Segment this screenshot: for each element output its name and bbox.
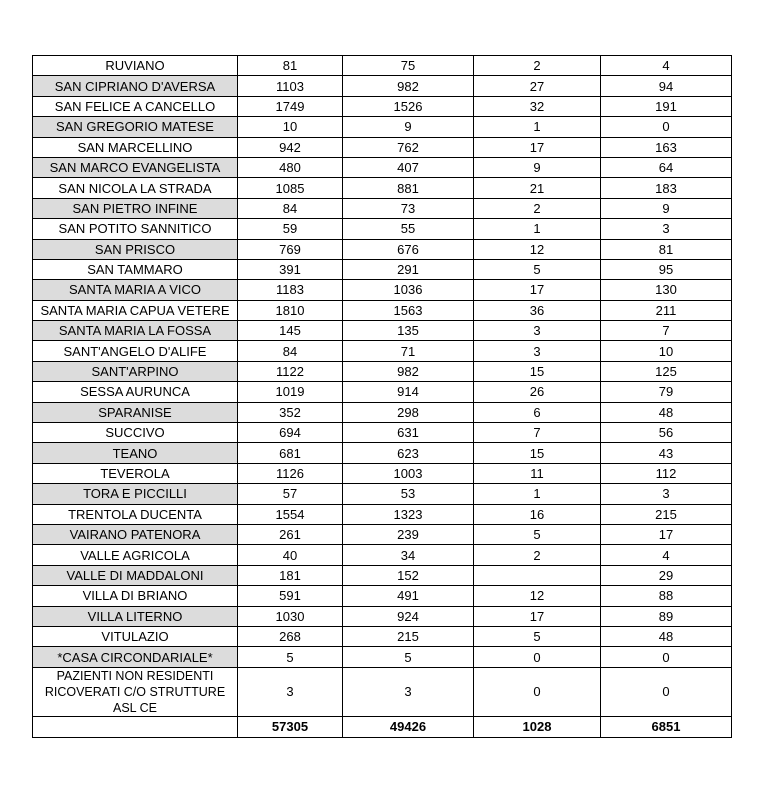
table-row <box>33 647 732 667</box>
table-row <box>33 219 732 239</box>
municipality-cell: VALLE DI MADDALONI <box>33 565 238 585</box>
value-col1-cell: 268 <box>238 626 343 646</box>
municipality-cell: SESSA AURUNCA <box>33 382 238 402</box>
value-col3-cell: 1 <box>474 117 601 137</box>
table-row <box>33 586 732 606</box>
municipality-cell: VITULAZIO <box>33 626 238 646</box>
value-col4-cell: 0 <box>601 647 732 667</box>
municipality-cell: TRENTOLA DUCENTA <box>33 504 238 524</box>
value-col3-cell: 3 <box>474 321 601 341</box>
value-col1-cell: 1085 <box>238 178 343 198</box>
value-col2-cell: 53 <box>343 484 474 504</box>
value-col2-cell: 135 <box>343 321 474 341</box>
value-col4-cell: 43 <box>601 443 732 463</box>
value-col3-cell: 9 <box>474 157 601 177</box>
value-col2-cell: 291 <box>343 259 474 279</box>
value-col1-cell: 145 <box>238 321 343 341</box>
value-col3-cell: 1 <box>474 484 601 504</box>
value-col3-cell: 5 <box>474 259 601 279</box>
value-col1-cell: 681 <box>238 443 343 463</box>
municipality-cell: TORA E PICCILLI <box>33 484 238 504</box>
value-col1-cell: 391 <box>238 259 343 279</box>
table-row <box>33 96 732 116</box>
table-row <box>33 137 732 157</box>
value-col3-cell: 17 <box>474 137 601 157</box>
value-col3-cell: 2 <box>474 545 601 565</box>
value-col3-cell: 0 <box>474 667 601 716</box>
data-table <box>32 55 732 738</box>
value-col3-cell: 0 <box>474 647 601 667</box>
value-col3-cell: 17 <box>474 280 601 300</box>
municipality-cell: VAIRANO PATENORA <box>33 524 238 544</box>
value-col1-cell: 10 <box>238 117 343 137</box>
value-col2-cell: 1526 <box>343 96 474 116</box>
value-col3-cell: 21 <box>474 178 601 198</box>
value-col4-cell: 9 <box>601 198 732 218</box>
value-col3-cell: 26 <box>474 382 601 402</box>
value-col1-cell: 84 <box>238 341 343 361</box>
value-col1-cell: 769 <box>238 239 343 259</box>
value-col2-cell: 75 <box>343 56 474 76</box>
value-col2-cell: 982 <box>343 76 474 96</box>
value-col3-cell: 12 <box>474 239 601 259</box>
value-col4-cell: 29 <box>601 565 732 585</box>
value-col4-cell: 94 <box>601 76 732 96</box>
table-row <box>33 56 732 76</box>
value-col4-cell: 81 <box>601 239 732 259</box>
value-col1-cell: 81 <box>238 56 343 76</box>
value-col4-cell: 112 <box>601 463 732 483</box>
table-row <box>33 626 732 646</box>
value-col2-cell: 298 <box>343 402 474 422</box>
value-col1-cell: 1103 <box>238 76 343 96</box>
municipality-cell: SANTA MARIA CAPUA VETERE <box>33 300 238 320</box>
municipality-cell: SAN PRISCO <box>33 239 238 259</box>
municipality-cell: SUCCIVO <box>33 423 238 443</box>
value-col1-cell: 1030 <box>238 606 343 626</box>
table-body <box>33 56 732 738</box>
table-row <box>33 463 732 483</box>
value-col3-cell: 2 <box>474 56 601 76</box>
value-col2-cell: 71 <box>343 341 474 361</box>
table-row <box>33 239 732 259</box>
table-row <box>33 280 732 300</box>
value-col4-cell: 3 <box>601 219 732 239</box>
value-col1-cell: 57 <box>238 484 343 504</box>
table-row <box>33 402 732 422</box>
value-col2-cell: 73 <box>343 198 474 218</box>
municipality-cell: SAN MARCELLINO <box>33 137 238 157</box>
value-col4-cell: 7 <box>601 321 732 341</box>
value-col2-cell: 407 <box>343 157 474 177</box>
value-col1-cell: 480 <box>238 157 343 177</box>
table-row <box>33 504 732 524</box>
value-col1-cell: 59 <box>238 219 343 239</box>
value-col4-cell: 211 <box>601 300 732 320</box>
value-col2-cell: 676 <box>343 239 474 259</box>
value-col2-cell: 914 <box>343 382 474 402</box>
table-row <box>33 157 732 177</box>
value-col4-cell: 183 <box>601 178 732 198</box>
value-col1-cell: 1810 <box>238 300 343 320</box>
value-col2-cell: 623 <box>343 443 474 463</box>
value-col4-cell: 0 <box>601 117 732 137</box>
value-col3-cell: 15 <box>474 443 601 463</box>
municipality-cell: TEVEROLA <box>33 463 238 483</box>
value-col3-cell: 12 <box>474 586 601 606</box>
value-col1-cell: 1122 <box>238 361 343 381</box>
value-col4-cell: 4 <box>601 56 732 76</box>
value-col4-cell: 17 <box>601 524 732 544</box>
municipality-cell: SANT'ANGELO D'ALIFE <box>33 341 238 361</box>
totals-row <box>33 716 732 737</box>
value-col1-cell: 3 <box>238 667 343 716</box>
value-col1-cell: 591 <box>238 586 343 606</box>
value-col3-cell <box>474 565 601 585</box>
table-row <box>33 341 732 361</box>
value-col1-cell: 5 <box>238 647 343 667</box>
value-col4-cell: 130 <box>601 280 732 300</box>
value-col1-cell: 1749 <box>238 96 343 116</box>
table-row <box>33 484 732 504</box>
value-col2-cell: 9 <box>343 117 474 137</box>
value-col2-cell: 1563 <box>343 300 474 320</box>
value-col2-cell: 3 <box>343 667 474 716</box>
value-col2-cell: 34 <box>343 545 474 565</box>
value-col4-cell: 215 <box>601 504 732 524</box>
value-col2-cell: 55 <box>343 219 474 239</box>
value-col2-cell: 881 <box>343 178 474 198</box>
table-row <box>33 178 732 198</box>
table-row <box>33 423 732 443</box>
value-col3-cell: 6 <box>474 402 601 422</box>
value-col4-cell: 88 <box>601 586 732 606</box>
value-col1-cell: 352 <box>238 402 343 422</box>
municipality-cell: PAZIENTI NON RESIDENTI RICOVERATI C/O STRUTTURE ASL CE <box>33 667 238 716</box>
value-col4-cell: 125 <box>601 361 732 381</box>
value-col1-cell: 1183 <box>238 280 343 300</box>
table-row <box>33 361 732 381</box>
value-col3-cell: 11 <box>474 463 601 483</box>
total-value-col1-cell: 57305 <box>238 716 343 737</box>
table-row <box>33 382 732 402</box>
table-row <box>33 300 732 320</box>
value-col3-cell: 2 <box>474 198 601 218</box>
value-col2-cell: 924 <box>343 606 474 626</box>
total-value-col2-cell: 49426 <box>343 716 474 737</box>
value-col3-cell: 17 <box>474 606 601 626</box>
municipality-cell: SANT'ARPINO <box>33 361 238 381</box>
value-col3-cell: 5 <box>474 524 601 544</box>
totals-label-cell <box>33 716 238 737</box>
value-col3-cell: 1 <box>474 219 601 239</box>
value-col3-cell: 7 <box>474 423 601 443</box>
value-col4-cell: 163 <box>601 137 732 157</box>
table-row <box>33 198 732 218</box>
value-col4-cell: 10 <box>601 341 732 361</box>
municipality-cell: SAN CIPRIANO D'AVERSA <box>33 76 238 96</box>
municipality-cell: VALLE AGRICOLA <box>33 545 238 565</box>
value-col4-cell: 56 <box>601 423 732 443</box>
table-row <box>33 545 732 565</box>
table-row <box>33 117 732 137</box>
value-col2-cell: 215 <box>343 626 474 646</box>
value-col1-cell: 1126 <box>238 463 343 483</box>
value-col3-cell: 5 <box>474 626 601 646</box>
value-col2-cell: 762 <box>343 137 474 157</box>
value-col2-cell: 1003 <box>343 463 474 483</box>
municipality-cell: SANTA MARIA A VICO <box>33 280 238 300</box>
value-col3-cell: 16 <box>474 504 601 524</box>
value-col4-cell: 95 <box>601 259 732 279</box>
municipality-cell: VILLA DI BRIANO <box>33 586 238 606</box>
table-row <box>33 76 732 96</box>
value-col3-cell: 3 <box>474 341 601 361</box>
municipality-cell: SAN POTITO SANNITICO <box>33 219 238 239</box>
value-col1-cell: 181 <box>238 565 343 585</box>
value-col2-cell: 982 <box>343 361 474 381</box>
municipality-cell: *CASA CIRCONDARIALE* <box>33 647 238 667</box>
table-row <box>33 259 732 279</box>
municipality-cell: SAN GREGORIO MATESE <box>33 117 238 137</box>
municipality-cell: SANTA MARIA LA FOSSA <box>33 321 238 341</box>
value-col2-cell: 491 <box>343 586 474 606</box>
value-col4-cell: 64 <box>601 157 732 177</box>
table-row <box>33 443 732 463</box>
table-row <box>33 667 732 716</box>
value-col4-cell: 89 <box>601 606 732 626</box>
municipality-cell: SAN PIETRO INFINE <box>33 198 238 218</box>
total-value-col4-cell: 6851 <box>601 716 732 737</box>
value-col3-cell: 15 <box>474 361 601 381</box>
municipality-cell: SPARANISE <box>33 402 238 422</box>
value-col2-cell: 152 <box>343 565 474 585</box>
table-row <box>33 606 732 626</box>
value-col4-cell: 48 <box>601 402 732 422</box>
municipality-cell: TEANO <box>33 443 238 463</box>
value-col4-cell: 48 <box>601 626 732 646</box>
municipality-cell: SAN NICOLA LA STRADA <box>33 178 238 198</box>
value-col1-cell: 694 <box>238 423 343 443</box>
value-col2-cell: 1036 <box>343 280 474 300</box>
value-col3-cell: 32 <box>474 96 601 116</box>
value-col1-cell: 40 <box>238 545 343 565</box>
total-value-col3-cell: 1028 <box>474 716 601 737</box>
municipality-cell: RUVIANO <box>33 56 238 76</box>
value-col4-cell: 0 <box>601 667 732 716</box>
value-col1-cell: 942 <box>238 137 343 157</box>
value-col4-cell: 79 <box>601 382 732 402</box>
value-col3-cell: 27 <box>474 76 601 96</box>
municipality-cell: SAN MARCO EVANGELISTA <box>33 157 238 177</box>
table-row <box>33 565 732 585</box>
value-col2-cell: 239 <box>343 524 474 544</box>
value-col4-cell: 191 <box>601 96 732 116</box>
table-row <box>33 524 732 544</box>
value-col3-cell: 36 <box>474 300 601 320</box>
value-col1-cell: 84 <box>238 198 343 218</box>
municipality-cell: SAN FELICE A CANCELLO <box>33 96 238 116</box>
value-col1-cell: 1019 <box>238 382 343 402</box>
value-col4-cell: 3 <box>601 484 732 504</box>
value-col2-cell: 5 <box>343 647 474 667</box>
table-row <box>33 321 732 341</box>
value-col4-cell: 4 <box>601 545 732 565</box>
municipality-cell: VILLA LITERNO <box>33 606 238 626</box>
value-col1-cell: 1554 <box>238 504 343 524</box>
value-col2-cell: 631 <box>343 423 474 443</box>
municipality-cell: SAN TAMMARO <box>33 259 238 279</box>
value-col1-cell: 261 <box>238 524 343 544</box>
value-col2-cell: 1323 <box>343 504 474 524</box>
